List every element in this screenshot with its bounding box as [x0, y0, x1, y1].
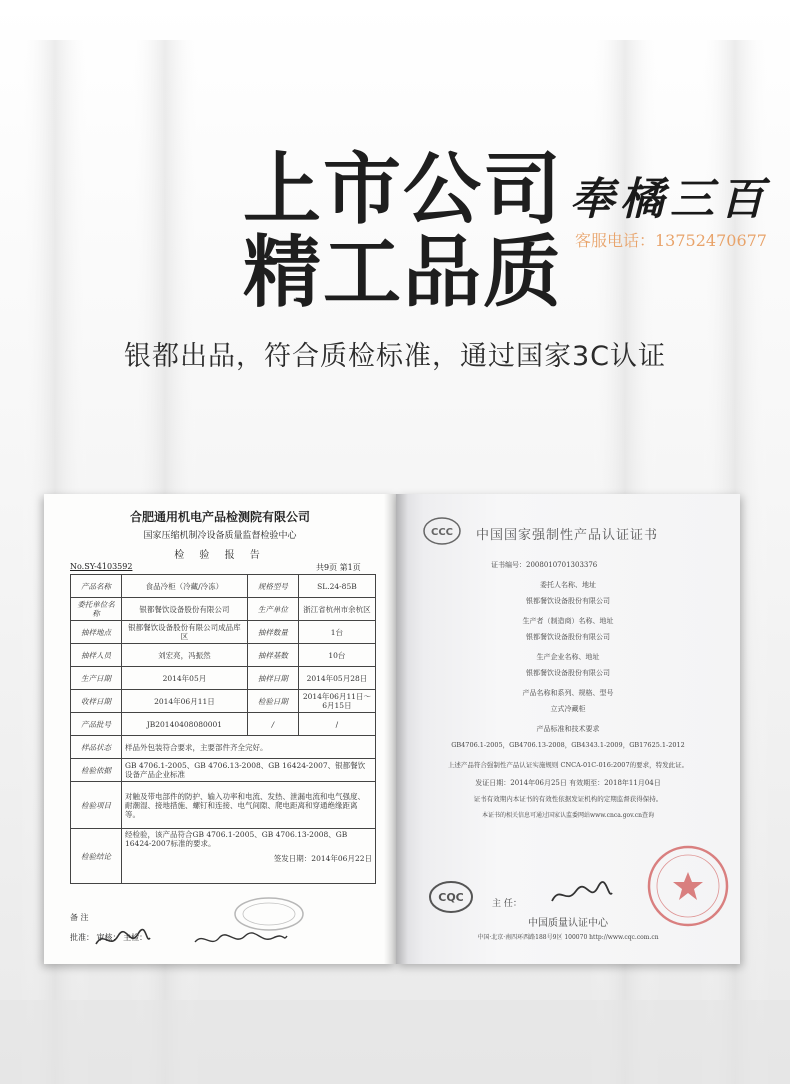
chief-signature: [546, 879, 616, 911]
row-label: 委托单位名称: [71, 598, 122, 621]
certificate-number: 证书编号：2008010701303376: [491, 561, 598, 569]
table-row: [71, 667, 376, 690]
page-count: 共9页 第1页: [316, 563, 361, 572]
approval-line: 批准： 审核： 主检：: [70, 933, 148, 942]
svg-text:CQC: CQC: [438, 891, 464, 904]
factory-label: 生产企业名称、地址: [536, 653, 600, 661]
row-label: 规格型号: [247, 575, 298, 598]
maker-label: 生产者（制造商）名称、地址: [522, 617, 614, 625]
table-row: [71, 598, 376, 621]
table-row: [71, 644, 376, 667]
row-value: 2014年06月11日: [122, 690, 248, 713]
row-value: 浙江省杭州市余杭区: [298, 598, 375, 621]
headline-line-1: 上市公司: [243, 145, 564, 235]
row-label: 收样日期: [71, 690, 122, 713]
table-row: [71, 759, 376, 782]
row-value: 银都餐饮设备股份有限公司: [122, 598, 248, 621]
row-value: 对触及带电部件的防护、输入功率和电流、发热、泄漏电流和电气强度、耐潮湿、接地措施、螺钉和连接、电气间隙、爬电距离和穿通绝缘距离等。: [122, 782, 376, 829]
standard-label: 产品标准和技术要求: [536, 725, 600, 733]
row-value: 2014年06月11日～6月15日: [298, 690, 375, 713]
row-value: 1台: [298, 621, 375, 644]
reviewer-signature: [189, 926, 289, 952]
row-value: 银都餐饮设备股份有限公司成品库区: [122, 621, 248, 644]
row-value: [122, 829, 376, 884]
factory-value: 银都餐饮设备股份有限公司: [526, 669, 610, 677]
row-label: 产品批号: [71, 713, 122, 736]
chief-label: 主 任：: [492, 899, 522, 909]
row-label: 生产日期: [71, 667, 122, 690]
inspection-report-page: [44, 494, 396, 964]
row-value: GB 4706.1-2005、GB 4706.13-2008、GB 16424-2007、银都餐饮设备产品企业标准: [122, 759, 376, 782]
ccc-certificate-page: [396, 494, 740, 964]
service-phone: 客服电话：13752470677: [575, 231, 767, 250]
row-label: 检验依据: [71, 759, 122, 782]
issue-dates: 发证日期：2014年06月25日 有效期至：2018年11月04日: [475, 779, 661, 787]
approver-signature: [92, 926, 152, 952]
center-name: 国家压缩机制冷设备质量监督检验中心: [143, 531, 297, 541]
report-title: 检 验 报 告: [174, 550, 266, 561]
conclusion-text: 经检验，该产品符合GB 4706.1-2005、GB 4706.13-2008、GB 16424-2007标准的要求。: [125, 830, 348, 848]
holder-value: 银都餐饮设备股份有限公司: [526, 597, 610, 605]
row-value: 食品冷柜（冷藏/冷冻）: [122, 575, 248, 598]
row-label: 抽样数量: [247, 621, 298, 644]
table-row: [71, 736, 376, 759]
svg-text:CCC: CCC: [430, 527, 454, 538]
product-value: 立式冷藏柜: [550, 705, 586, 713]
row-value: 10台: [298, 644, 375, 667]
sign-date: 签发日期：2014年06月22日: [273, 854, 372, 863]
row-label: /: [247, 713, 298, 736]
row-value: 2014年05月28日: [298, 667, 375, 690]
certificate-booklet: [44, 494, 740, 964]
report-table: [70, 574, 376, 884]
standard-value: GB4706.1-2005，GB4706.13-2008，GB4343.1-2009，GB17625.1-2012: [451, 741, 685, 749]
table-row: [71, 621, 376, 644]
certificate-title: 中国国家强制性产品认证证书: [476, 528, 659, 543]
issuer-address: 中国·北京·南四环西路188号9区 100070 http://www.cqc.com.cn: [477, 934, 659, 941]
row-value: SL.24-85B: [298, 575, 375, 598]
row-label: 样品状态: [71, 736, 122, 759]
row-label: 检验项目: [71, 782, 122, 829]
table-row: [71, 690, 376, 713]
lab-name: 合肥通用机电产品检测院有限公司: [129, 510, 310, 524]
table-row: [71, 713, 376, 736]
ccc-logo-icon: [422, 516, 462, 546]
row-label: 检验日期: [247, 690, 298, 713]
row-label: 产品名称: [71, 575, 122, 598]
book-spine: [384, 494, 408, 964]
validity-note: 证书有效期内本证书的有效性依据发证机构的定期监督获得保持。: [473, 795, 663, 803]
row-label: 抽样基数: [247, 644, 298, 667]
cqc-logo-icon: [428, 879, 474, 915]
row-label: 抽样地点: [71, 621, 122, 644]
table-row: [71, 782, 376, 829]
table-row: [71, 575, 376, 598]
row-label: 生产单位: [247, 598, 298, 621]
row-value: /: [298, 713, 375, 736]
row-value: 刘宏亮，冯振然: [122, 644, 248, 667]
subtitle: 银都出品，符合质检标准，通过国家3C认证: [123, 341, 667, 372]
remarks-label: 备 注: [70, 913, 89, 922]
row-value: JB20140408080001: [122, 713, 248, 736]
row-label: 抽样日期: [247, 667, 298, 690]
maker-value: 银都餐饮设备股份有限公司: [526, 633, 610, 641]
product-label: 产品名称和系列、规格、型号: [522, 689, 614, 697]
holder-label: 委托人名称、地址: [540, 581, 596, 589]
brand-logo-text: 奉橘三百: [570, 174, 770, 225]
issuer-name: 中国质量认证中心: [528, 918, 608, 929]
report-number: No.SY-4103592: [70, 562, 133, 571]
row-label: 抽样人员: [71, 644, 122, 667]
table-row: [71, 829, 376, 884]
row-value: 样品外包装符合要求，主要部件齐全完好。: [122, 736, 376, 759]
query-note: 本证书的相关信息可通过国家认监委网站www.cnca.gov.cn查询: [482, 812, 654, 819]
headline-line-2: 精工品质: [243, 228, 564, 318]
row-value: 2014年05月: [122, 667, 248, 690]
row-label: 检验结论: [71, 829, 122, 884]
rule-text: 上述产品符合强制性产品认证实施规则 CNCA-01C-016:2007的要求，特发此证。: [447, 761, 689, 769]
